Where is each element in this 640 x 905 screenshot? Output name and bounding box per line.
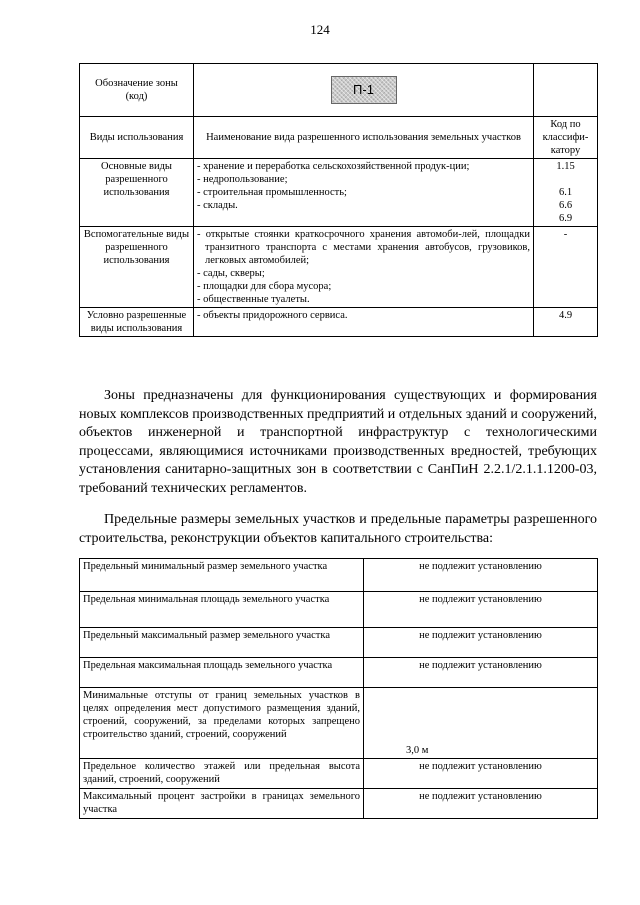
zone-purpose-paragraph: Зоны предназначены для функционирования существующих и формирования новых комплексов производственных предприятий и отдельных зданий и сооружений, объектов инженерной и транспортной инфраструктур с технологическими процессами, являющимися источниками производственных вредностей, требующих установления санитарно-защитных зон в соответствии с СанПиН 2.2.1/2.1.1.1200-03, требований технических регламентов.	[79, 388, 597, 496]
limit-param: Предельное количество этажей или предельная высота зданий, строений, сооружений	[80, 759, 364, 789]
col-header-use-types: Виды использования	[80, 117, 194, 159]
table-row	[80, 789, 598, 819]
col-header-class-code: Код по классифи-катору	[534, 117, 598, 159]
codes-cell	[534, 227, 598, 308]
use-item: - строительная промышленность;	[197, 186, 530, 199]
limit-value: не подлежит установлению	[364, 759, 598, 789]
limit-param: Максимальный процент застройки в границах земельного участка	[80, 789, 364, 819]
limit-param: Предельный минимальный размер земельного участка	[80, 559, 364, 592]
limit-param: Предельный максимальный размер земельного участка	[80, 628, 364, 658]
zone-code-label: Обозначение зоны (код)	[80, 64, 194, 117]
table-row	[80, 688, 598, 759]
zone-code-cell	[194, 64, 534, 117]
table-row	[80, 628, 598, 658]
class-code: 4.9	[558, 310, 573, 321]
uses-cell	[194, 227, 534, 308]
limit-value: не подлежит установлению	[364, 658, 598, 688]
limits-table	[79, 558, 598, 819]
use-item: - хранение и переработка сельскохозяйственной продук-ции;	[197, 160, 530, 173]
use-item: - общественные туалеты.	[197, 293, 530, 306]
limit-param: Минимальные отступы от границ земельных участков в целях определения мест допустимого размещения зданий, строений, сооружений, за пределами которых запрещено строительство зданий, строений, сооружений	[80, 688, 364, 759]
table-row-auxiliary-uses	[80, 227, 598, 308]
zone-use-table	[79, 63, 598, 337]
limit-value: 3,0 м	[364, 688, 598, 759]
uses-cell	[194, 159, 534, 227]
table-row-main-uses	[80, 159, 598, 227]
limits-intro-paragraph: Предельные размеры земельных участков и предельные параметры разрешенного строительства, реконструкции объектов капитального строительства:	[79, 512, 597, 546]
table-row	[80, 592, 598, 628]
class-code-spacer	[537, 173, 594, 186]
zone-code-row	[80, 64, 598, 117]
zone-code-empty-cell	[534, 64, 598, 117]
table-row-conditional-uses	[80, 308, 598, 337]
table-row	[80, 759, 598, 789]
limit-param: Предельная минимальная площадь земельного участка	[80, 592, 364, 628]
table-row	[80, 658, 598, 688]
zone-code-badge: П-1	[331, 76, 397, 104]
limit-value: не подлежит установлению	[364, 789, 598, 819]
table-row	[80, 559, 598, 592]
limit-param: Предельная максимальная площадь земельного участка	[80, 658, 364, 688]
limit-value: не подлежит установлению	[364, 592, 598, 628]
use-item: - открытые стоянки краткосрочного хранения автомоби-лей, площадки транзитного транспорта с местами хранения автобусов, грузовиков, легковых автомобилей;	[197, 228, 530, 267]
class-code: 6.1	[558, 187, 573, 198]
codes-cell	[534, 159, 598, 227]
column-header-row	[80, 117, 598, 159]
category-cell: Условно разрешенные виды использования	[80, 308, 194, 337]
use-item: - сады, скверы;	[197, 267, 530, 280]
class-code: 6.6	[558, 200, 573, 211]
uses-cell	[194, 308, 534, 337]
use-item: - площадки для сбора мусора;	[197, 280, 530, 293]
class-code: -	[563, 229, 568, 240]
use-item: - склады.	[197, 199, 530, 212]
class-code: 6.9	[558, 213, 573, 224]
category-cell: Вспомогательные виды разрешенного использования	[80, 227, 194, 308]
page-number: 124	[310, 22, 330, 37]
col-header-use-names: Наименование вида разрешенного использования земельных участков	[194, 117, 534, 159]
limit-value: не подлежит установлению	[364, 559, 598, 592]
use-item: - объекты придорожного сервиса.	[197, 309, 530, 322]
use-item: - недропользование;	[197, 173, 530, 186]
codes-cell	[534, 308, 598, 337]
limit-value: не подлежит установлению	[364, 628, 598, 658]
category-cell: Основные виды разрешенного использования	[80, 159, 194, 227]
class-code: 1.15	[556, 161, 575, 172]
